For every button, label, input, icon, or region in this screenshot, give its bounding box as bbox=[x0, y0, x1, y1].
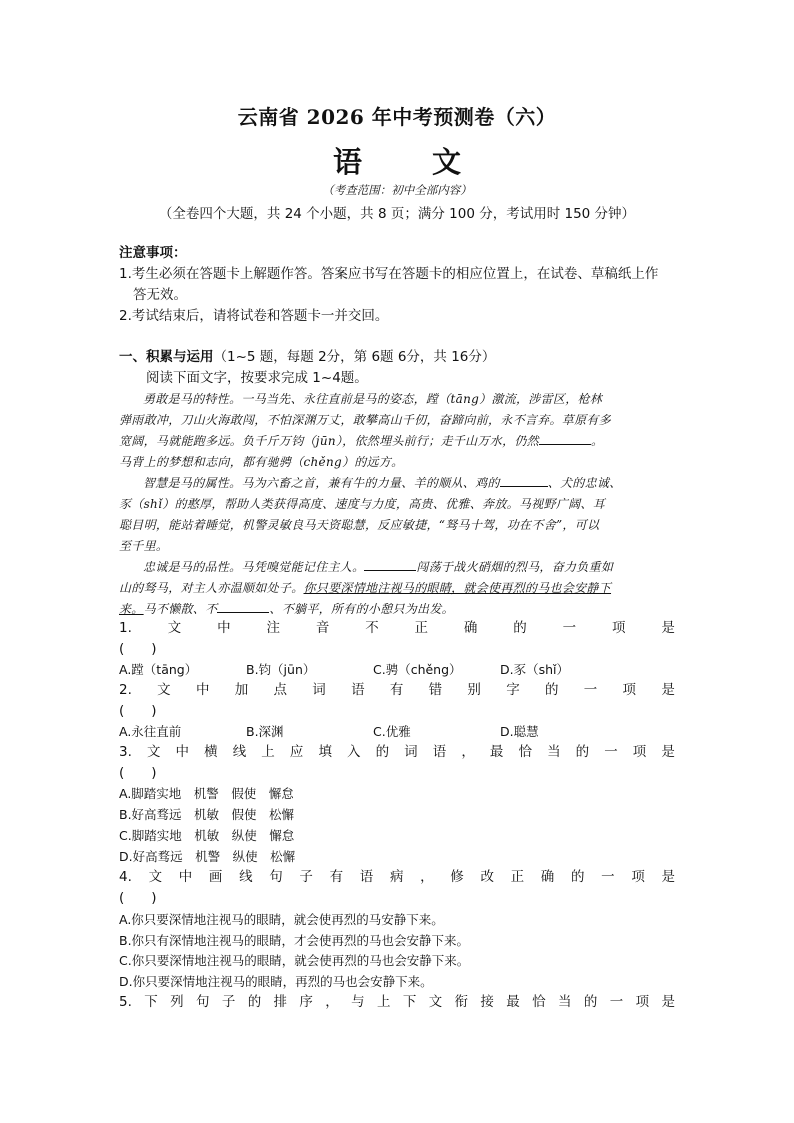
underlined-sentence: 来。 bbox=[119, 602, 144, 616]
option-c: C.骋（chěng） bbox=[373, 662, 462, 677]
stem-token: 是 bbox=[661, 994, 675, 1010]
option-d: D.你只要深情地注视马的眼睛，再烈的马也会安静下来。 bbox=[119, 974, 433, 989]
fill-blank bbox=[500, 474, 548, 487]
passage-paragraph-1 bbox=[119, 389, 677, 473]
stem-token: 的 bbox=[570, 869, 585, 885]
stem-token: 与 bbox=[351, 994, 365, 1010]
question-4 bbox=[119, 867, 675, 908]
question-2 bbox=[119, 680, 675, 721]
stem-token: 词 bbox=[404, 744, 418, 760]
stem-token: 是 bbox=[661, 682, 675, 698]
reading-passage bbox=[119, 389, 677, 620]
passage-line: 闯荡于战火硝烟的烈马，奋力负重如 bbox=[416, 560, 614, 574]
passage-line: 山的驽马，对主人亦温顺如处子。 bbox=[119, 581, 304, 595]
stem-token: ， bbox=[325, 994, 339, 1010]
stem-token: 恰 bbox=[518, 744, 532, 760]
stem-token: 词 bbox=[312, 682, 326, 698]
stem-token: 的 bbox=[247, 994, 262, 1010]
option-c: C.优雅 bbox=[373, 724, 411, 739]
stem-token: 文 bbox=[148, 869, 163, 885]
stem-token: 语 bbox=[351, 682, 365, 698]
stem-token: 是 bbox=[661, 620, 675, 636]
stem-token: 正 bbox=[510, 869, 525, 885]
stem-token: 有 bbox=[389, 682, 404, 698]
passage-line: 、不躺平，所有的小憩只为出发。 bbox=[269, 602, 454, 616]
stem-token: 的 bbox=[375, 744, 390, 760]
stem-token: 文 bbox=[167, 620, 182, 636]
stem-token: 5. bbox=[119, 994, 132, 1010]
passage-line: 、犬的忠诚、 bbox=[547, 476, 622, 490]
stem-token: 1. bbox=[119, 620, 132, 636]
stem-token: 点 bbox=[273, 682, 288, 698]
stem-token: 的 bbox=[544, 682, 559, 698]
option-a: A.你只要深情地注视马的眼睛，就会使再烈的马安静下来。 bbox=[119, 912, 444, 927]
stem-token: 子 bbox=[221, 994, 236, 1010]
passage-paragraph-3 bbox=[119, 557, 677, 620]
passage-line: 马背上的梦想和志向，都有驰骋（chěng）的远方。 bbox=[119, 455, 404, 469]
passage-line: 勇敢是马的特性。一马当先、永往直前是马的姿态，蹚（tāng）激流，涉雷区，枪林 bbox=[143, 392, 603, 406]
passage-paragraph-2 bbox=[119, 473, 677, 557]
stem-token: 项 bbox=[611, 620, 626, 636]
stem-token: 项 bbox=[631, 869, 645, 885]
passage-line: 宽阔，马就能跑多远。负千斤万钧（jūn），依然埋头前行；走千山万水，仍然 bbox=[119, 434, 539, 448]
stem-token: 横 bbox=[204, 744, 218, 760]
stem-token: 下 bbox=[144, 994, 158, 1010]
passage-line: 至千里。 bbox=[119, 539, 169, 553]
answer-parentheses: ( ) bbox=[119, 702, 157, 719]
stem-token: 中 bbox=[217, 620, 231, 636]
stem-token: 一 bbox=[609, 994, 624, 1010]
passage-line: 。 bbox=[590, 434, 604, 448]
stem-token: 最 bbox=[506, 994, 520, 1010]
option-a: A.脚踏实地 机警 假使 懈怠 bbox=[119, 786, 294, 801]
stem-token: 中 bbox=[195, 682, 210, 698]
stem-token: 的 bbox=[575, 744, 590, 760]
stem-token: 一 bbox=[604, 744, 618, 760]
stem-token: 入 bbox=[347, 744, 361, 760]
answer-parentheses: ( ) bbox=[119, 889, 157, 906]
question-stem bbox=[119, 742, 675, 763]
stem-token: 正 bbox=[414, 620, 429, 636]
question-3 bbox=[119, 742, 675, 783]
stem-token: 语 bbox=[359, 869, 374, 885]
answer-parentheses: ( ) bbox=[119, 640, 157, 657]
stem-token: 有 bbox=[329, 869, 344, 885]
option-d: D.好高骛远 机警 纵使 松懈 bbox=[119, 849, 296, 864]
stem-token: 恰 bbox=[532, 994, 546, 1010]
fill-blank bbox=[364, 558, 416, 571]
option-b: B.你只有深情地注视马的眼睛，才会使再烈的马也会安静下来。 bbox=[119, 933, 470, 948]
question-2-options bbox=[119, 722, 679, 740]
option-b: B.钧（jūn） bbox=[246, 662, 316, 677]
stem-token: 当 bbox=[547, 744, 561, 760]
section-heading bbox=[119, 347, 679, 368]
underlined-sentence: 你只要深情地注视马的眼睛，就会使再烈的马也会安静下 bbox=[303, 581, 612, 595]
stem-token: ， bbox=[420, 869, 434, 885]
notes-heading: 注意事项： bbox=[119, 245, 187, 261]
stem-token: 项 bbox=[622, 682, 637, 698]
stem-token: 病 bbox=[389, 869, 404, 885]
option-b: B.深渊 bbox=[246, 724, 284, 739]
question-stem bbox=[119, 618, 675, 639]
stem-token: 错 bbox=[428, 682, 443, 698]
stem-token: 4. bbox=[119, 869, 132, 885]
section-title: 一、积累与运用 bbox=[119, 349, 214, 365]
passage-line: 智慧是马的属性。马为六畜之首，兼有牛的力量、羊的顺从、鸡的 bbox=[143, 476, 500, 490]
exam-title: 云南省 2026 年中考预测卷（六） bbox=[237, 105, 557, 129]
section-instruction: 阅读下面文字，按要求完成 1~4题。 bbox=[146, 370, 368, 386]
question-stem bbox=[119, 867, 675, 888]
stem-token: 文 bbox=[157, 682, 171, 698]
exam-scope: （考查范围：初中全部内容） bbox=[322, 183, 472, 197]
stem-token: 中 bbox=[175, 744, 190, 760]
question-stem bbox=[119, 992, 675, 1013]
stem-token: 音 bbox=[315, 620, 330, 636]
passage-line: 弹雨敢冲，刀山火海敢闯，不怕深渊万丈，敢攀高山千仞，奋蹄向前，永不言弃。草原有多 bbox=[119, 413, 612, 427]
option-d: D.聪慧 bbox=[500, 724, 539, 739]
stem-token: 序 bbox=[299, 994, 313, 1010]
stem-token: 最 bbox=[489, 744, 504, 760]
option-a: A.永往直前 bbox=[119, 724, 182, 739]
stem-token: 注 bbox=[266, 620, 280, 636]
stem-token: 是 bbox=[661, 744, 675, 760]
stem-token: 改 bbox=[480, 869, 494, 885]
stem-token: 排 bbox=[273, 994, 288, 1010]
section-note: （1~5 题，每题 2分，第 6题 6分，共 16分） bbox=[213, 349, 496, 365]
option-c: C.脚踏实地 机敏 纵使 懈怠 bbox=[119, 828, 295, 843]
option-a: A.蹚（tāng） bbox=[119, 662, 198, 677]
stem-token: 项 bbox=[632, 744, 647, 760]
stem-token: ， bbox=[461, 744, 475, 760]
stem-token: 上 bbox=[376, 994, 391, 1010]
stem-token: 2. bbox=[119, 682, 132, 698]
fill-blank bbox=[217, 600, 269, 613]
question-stem bbox=[119, 680, 675, 701]
stem-token: 文 bbox=[428, 994, 443, 1010]
notes-item-1-cont: 答无效。 bbox=[133, 287, 187, 303]
subject-title: 语 文 bbox=[332, 145, 492, 179]
stem-token: 一 bbox=[601, 869, 615, 885]
stem-token: 语 bbox=[432, 744, 447, 760]
stem-token: 列 bbox=[170, 994, 184, 1010]
stem-token: 中 bbox=[178, 869, 193, 885]
stem-token: 字 bbox=[506, 682, 520, 698]
stem-token: 一 bbox=[562, 620, 577, 636]
option-d: D.豕（shǐ） bbox=[500, 662, 570, 677]
passage-line: 豕（shǐ）的憨厚，帮助人类获得高度、速度与力度，高贵、优雅、奔放。马视野广阔、耳 bbox=[119, 497, 606, 511]
stem-token: 是 bbox=[661, 869, 675, 885]
stem-token: 衔 bbox=[454, 994, 469, 1010]
stem-token: 线 bbox=[232, 744, 247, 760]
stem-token: 别 bbox=[467, 682, 481, 698]
stem-token: 文 bbox=[146, 744, 161, 760]
question-1 bbox=[119, 618, 675, 659]
stem-token: 项 bbox=[635, 994, 650, 1010]
stem-token: 句 bbox=[195, 994, 210, 1010]
stem-token: 线 bbox=[239, 869, 253, 885]
stem-token: 确 bbox=[463, 620, 478, 636]
stem-token: 画 bbox=[208, 869, 223, 885]
stem-token: 修 bbox=[450, 869, 464, 885]
stem-token: 加 bbox=[234, 682, 249, 698]
notes-item-1: 1.考生必须在答题卡上解题作答。答案应书写在答题卡的相应位置上，在试卷、草稿纸上作 bbox=[119, 266, 659, 282]
stem-token: 的 bbox=[513, 620, 527, 636]
stem-token: 上 bbox=[261, 744, 275, 760]
stem-token: 一 bbox=[583, 682, 598, 698]
stem-token: 应 bbox=[289, 744, 304, 760]
question-1-options bbox=[119, 660, 679, 678]
question-5 bbox=[119, 992, 675, 1013]
stem-token: 下 bbox=[402, 994, 417, 1010]
passage-line: 聪目明，能站着睡觉，机警灵敏良马天资聪慧，反应敏捷，“驽马十驾，功在不舍”，可以 bbox=[119, 518, 600, 532]
stem-token: 接 bbox=[480, 994, 494, 1010]
passage-line: 马不懒散、不 bbox=[143, 602, 218, 616]
option-c: C.你只要深情地注视马的眼睛，就会使再烈的马也会安静下来。 bbox=[119, 953, 470, 968]
stem-token: 句 bbox=[269, 869, 283, 885]
notes-item-2: 2.考试结束后，请将试卷和答题卡一并交回。 bbox=[119, 308, 389, 324]
stem-token: 填 bbox=[318, 744, 332, 760]
exam-rules: （全卷四个大题，共 24 个小题，共 8 页；满分 100 分，考试用时 150 分钟） bbox=[158, 206, 636, 222]
stem-token: 3. bbox=[119, 744, 132, 760]
stem-token: 的 bbox=[583, 994, 598, 1010]
stem-token: 子 bbox=[299, 869, 313, 885]
fill-blank bbox=[539, 432, 591, 445]
answer-parentheses: ( ) bbox=[119, 764, 157, 781]
passage-line: 忠诚是马的品性。马凭嗅觉能记住主人。 bbox=[143, 560, 365, 574]
stem-token: 当 bbox=[558, 994, 572, 1010]
stem-token: 不 bbox=[365, 620, 379, 636]
stem-token: 确 bbox=[540, 869, 555, 885]
option-b: B.好高骛远 机敏 假使 松懈 bbox=[119, 807, 295, 822]
